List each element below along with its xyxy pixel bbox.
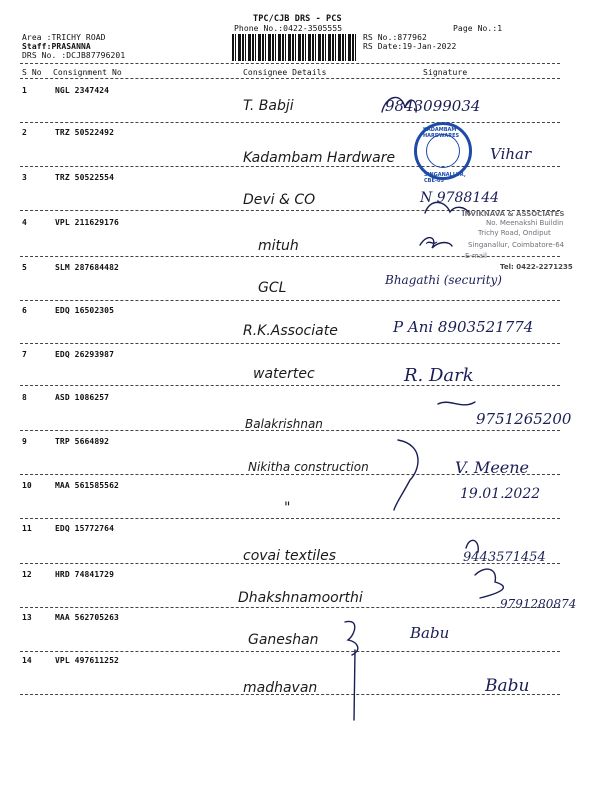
row-consignee: Dhakshnamoorthi <box>238 590 363 606</box>
faded-stamp-line: Trichy Road, Ondiput <box>478 229 551 237</box>
stamp-bottom-text: SINGANALLUR, CBE-05 <box>424 172 466 184</box>
row-sno: 8 <box>22 393 27 402</box>
row-sno: 3 <box>22 173 27 182</box>
row-consignee: R.K.Associate <box>243 323 338 339</box>
row-signature: P Ani 8903521774 <box>393 318 534 336</box>
column-header-consignment: Consignment No <box>53 68 122 77</box>
row-consignment: NGL 2347424 <box>55 86 110 95</box>
row-consignee: T. Babji <box>243 98 294 114</box>
row-consignee: " <box>284 500 291 516</box>
area-field: Area :TRICHY ROAD <box>22 33 106 42</box>
row-signature: 9443571454 <box>463 550 546 565</box>
sheet-title: TPC/CJB DRS - PCS <box>253 14 342 24</box>
row-consignment: VPL 497611252 <box>55 656 119 665</box>
faded-stamp-line: Singanallur, Coimbatore-64 <box>468 241 565 249</box>
faded-stamp-line: E-mail <box>465 252 487 260</box>
row-consignment: MAA 562705263 <box>55 613 119 622</box>
row-consignment: TRZ 50522554 <box>55 173 114 182</box>
row-consignee: Balakrishnan <box>245 417 323 431</box>
row-sno: 4 <box>22 218 27 227</box>
drs-number: DRS No. :DCJB87796201 <box>22 51 126 60</box>
row-consignee: GCL <box>258 280 287 296</box>
row-consignee: madhavan <box>243 680 318 696</box>
row-consignee: mituh <box>258 238 299 254</box>
row-consignment: EDQ 26293987 <box>55 350 114 359</box>
row-signature: Babu <box>410 624 450 642</box>
faded-stamp-line: INVIKNAVA & ASSOCIATES <box>462 210 565 218</box>
faded-stamp-line: No. Meenakshi Buildin <box>486 219 564 227</box>
row-signature: R. Dark <box>404 365 474 386</box>
row-consignment: EDQ 16502305 <box>55 306 114 315</box>
row-signature: 19.01.2022 <box>460 486 541 502</box>
row-sno: 2 <box>22 128 27 137</box>
company-stamp <box>414 122 472 184</box>
row-consignee: Kadambam Hardware <box>243 150 396 166</box>
row-sno: 11 <box>22 524 32 533</box>
row-signature: Vihar <box>490 145 532 163</box>
row-sno: 6 <box>22 306 27 315</box>
phone-number: Phone No.:0422-3505555 <box>234 24 343 33</box>
row-consignment: EDQ 15772764 <box>55 524 114 533</box>
row-sno: 9 <box>22 437 27 446</box>
rs-date: RS Date:19-Jan-2022 <box>363 42 457 51</box>
row-signature: ~ <box>424 232 440 253</box>
row-consignment: TRP 5664892 <box>55 437 110 446</box>
row-consignee: covai textiles <box>243 548 337 564</box>
row-consignee: Devi & CO <box>243 192 316 208</box>
stamp-top-text: KADAMBAM HARDWARES <box>423 127 460 139</box>
row-signature: Babu <box>485 676 530 696</box>
row-consignment: HRD 74841729 <box>55 570 114 579</box>
row-signature: 9751265200 <box>476 410 572 428</box>
row-sno: 13 <box>22 613 32 622</box>
row-signature: Bhagathi (security) <box>385 273 502 287</box>
row-sno: 12 <box>22 570 32 579</box>
faded-stamp-line: Tel: 0422-2271235 <box>500 263 573 271</box>
column-header-signature: Signature <box>423 68 468 77</box>
row-consignee: watertec <box>253 366 315 382</box>
staff-field: Staff:PRASANNA <box>22 42 91 51</box>
row-consignment: TRZ 50522492 <box>55 128 114 137</box>
row-signature: 9843099034 <box>385 97 481 115</box>
row-signature: V. Meene <box>455 458 530 477</box>
stamp-inner-ring <box>426 134 460 168</box>
column-header-consignee: Consignee Details <box>243 68 327 77</box>
row-sno: 14 <box>22 656 32 665</box>
row-signature: N 9788144 <box>420 190 500 206</box>
row-sno: 10 <box>22 481 32 490</box>
row-consignment: SLM 287684482 <box>55 263 119 272</box>
page-number: Page No.:1 <box>453 24 503 33</box>
row-sno: 5 <box>22 263 27 272</box>
row-signature: 9791280874 <box>500 597 577 611</box>
row-consignee: Ganeshan <box>248 632 319 648</box>
row-sno: 7 <box>22 350 27 359</box>
row-consignment: MAA 561585562 <box>55 481 119 490</box>
row-consignment: ASD 1086257 <box>55 393 110 402</box>
row-consignee: Nikitha construction <box>248 460 369 474</box>
row-consignment: VPL 211629176 <box>55 218 119 227</box>
row-sno: 1 <box>22 86 27 95</box>
column-header-sno: S No <box>22 68 42 77</box>
rs-number: RS No.:877962 <box>363 33 427 42</box>
